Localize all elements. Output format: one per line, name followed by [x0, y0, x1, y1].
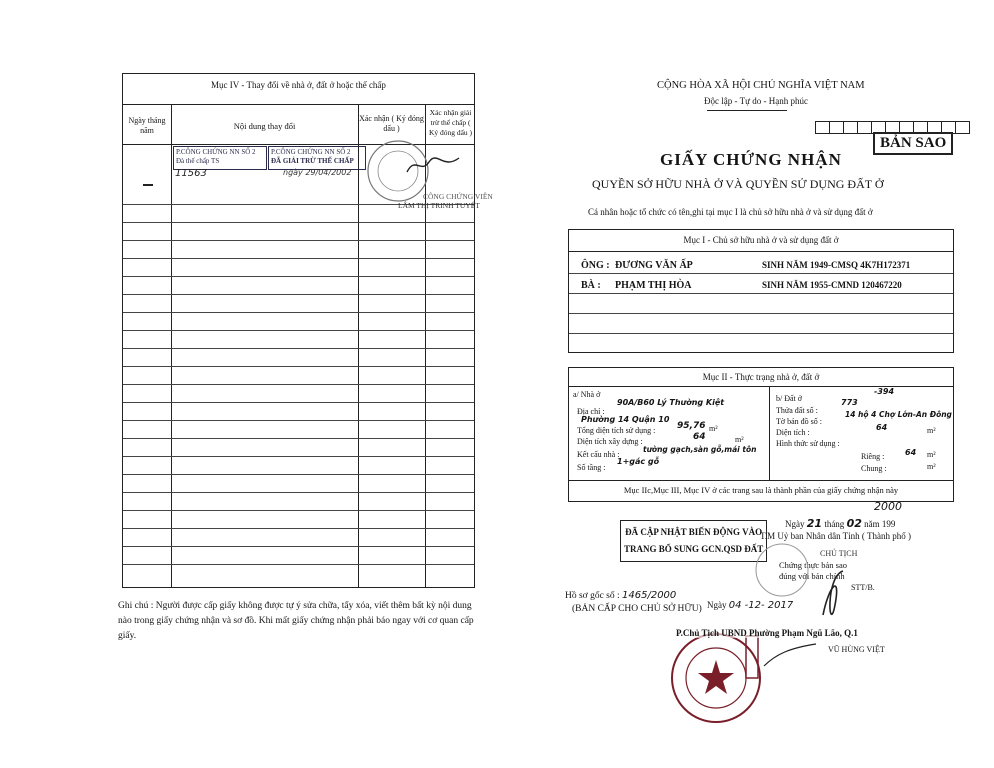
national-title: CỘNG HÒA XÃ HỘI CHỦ NGHĨA VIỆT NAM: [657, 80, 865, 91]
mortgage-number: 11563: [175, 168, 207, 179]
table-rule: [123, 384, 474, 385]
certified-line1: Chứng thực bản sao: [779, 560, 847, 570]
shared-label: Chung :: [861, 464, 887, 473]
record-label: Hồ sơ gốc số :: [565, 591, 620, 601]
map-label: Tờ bản đồ số :: [776, 417, 823, 426]
signature-3: [760, 640, 820, 670]
private-value: 64: [905, 448, 917, 457]
table-rule: [123, 492, 474, 493]
owner2-info: SINH NĂM 1955-CMND 120467220: [762, 280, 902, 290]
section-rule: [569, 480, 953, 481]
table-rule: [123, 402, 474, 403]
copy-date-label: Ngày: [707, 600, 727, 610]
build-area-label: Diện tích xây dựng :: [577, 437, 643, 446]
owner1-info: SINH NĂM 1949-CMSQ 4K7H172371: [762, 260, 911, 270]
address-label: Địa chỉ :: [577, 407, 605, 416]
release-date: ngày 29/04/2002: [283, 168, 352, 177]
build-area-value: 64: [693, 432, 706, 442]
change-history-table: [122, 73, 493, 588]
table-rule: [123, 438, 474, 439]
area-label: Diện tích :: [776, 428, 810, 437]
table-rule: [123, 420, 474, 421]
signer-name: VŨ HÙNG VIỆT: [828, 645, 885, 654]
table-rule: [123, 510, 474, 511]
record-value: 1465/2000: [622, 590, 677, 601]
table-rule: [123, 330, 474, 331]
section-rule: [569, 313, 953, 314]
table-rule: [123, 528, 474, 529]
owner2-prefix: BÀ :: [581, 280, 601, 291]
record-line: [565, 590, 676, 601]
table-rule: [123, 276, 474, 277]
build-area-unit: m²: [735, 435, 744, 444]
table-rule: [123, 546, 474, 547]
stamp-line: Đà thế chấp TS: [176, 157, 220, 165]
year-handwritten: 2000: [874, 500, 902, 513]
date-month: 02: [846, 517, 862, 530]
plot-label: Thửa đất số :: [776, 406, 818, 415]
section-rule: [569, 386, 953, 387]
intro-text: Cá nhân hoặc tổ chức có tên,ghi tại mục I là chủ sở hữu nhà ở và sử dụng đất ở: [588, 207, 873, 217]
column-divider: [769, 386, 770, 480]
plot-value: 773: [841, 398, 858, 407]
section-i-title: Mục I - Chủ sở hữu nhà ở và sử dụng đất ở: [683, 235, 839, 245]
stamp-line: P.CÔNG CHỨNG NN SỐ 2: [176, 148, 256, 156]
certificate-title: GIẤY CHỨNG NHẬN: [660, 150, 842, 169]
date-prefix: Ngày: [785, 519, 805, 529]
copy-for-owner: (BẢN CẤP CHO CHỦ SỞ HỮU): [572, 604, 702, 614]
private-unit: m²: [927, 450, 936, 459]
section-footer-note: Mục IIc,Mục III, Mục IV ở các trang sau là thành phần của giấy chứng nhận này: [623, 485, 899, 495]
stb-code: STT/B.: [851, 583, 875, 592]
signature-1: [403, 152, 463, 180]
owner2-name: PHẠM THỊ HÒA: [615, 280, 692, 291]
section-rule: [569, 293, 953, 294]
table-rule: [123, 348, 474, 349]
stamp-line: P.CÔNG CHỨNG NN SỐ 2: [271, 148, 351, 156]
signature-title: P.Chủ Tịch UBND Phường Phạm Ngũ Lão, Q.1: [676, 628, 858, 638]
notary-stamp-release: [268, 146, 366, 170]
issue-date: [785, 517, 895, 530]
section-iv-title: Mục IV - Thay đổi về nhà ở, đất ở hoặc thế chấp: [211, 80, 386, 90]
seal-name: LÂM THỊ TRINH TUYẾT: [398, 201, 480, 210]
table-rule: [123, 104, 474, 105]
table-rule: [123, 240, 474, 241]
owner1-name: ĐƯƠNG VĂN ẤP: [615, 260, 693, 271]
update-stamp-line: TRANG BỔ SUNG GCN.QSD ĐẤT: [624, 544, 764, 554]
table-rule: [123, 474, 474, 475]
header-confirm: Xác nhận ( Ký đóng dấu ): [359, 114, 424, 133]
dash-mark: [143, 184, 153, 186]
section-ii-title: Mục II - Thực trạng nhà ở, đất ở: [702, 372, 820, 382]
seal-caption: CÔNG CHỨNG VIÊN: [423, 192, 493, 201]
use-label: Hình thức sử dụng :: [776, 439, 840, 448]
section-rule: [569, 251, 953, 252]
table-rule: [123, 564, 474, 565]
date-month-label: tháng: [824, 519, 845, 529]
header-date: Ngày tháng năm: [128, 116, 166, 135]
header-content: Nội dung thay đổi: [233, 121, 296, 131]
area-unit: m²: [927, 426, 936, 435]
signature-2: [815, 565, 847, 621]
land-top: -394: [874, 387, 895, 396]
structure-value: tường gạch,sàn gỗ,mái tôn: [643, 445, 757, 454]
section-i-box: [568, 229, 954, 353]
section-rule: [569, 273, 953, 274]
column-divider: [171, 104, 172, 587]
floors-label: Số tầng :: [577, 463, 606, 472]
table-rule: [123, 312, 474, 313]
red-official-seal: [668, 630, 764, 726]
column-divider: [358, 104, 359, 587]
notary-stamp-mortgage: [173, 146, 267, 170]
address-value: Phường 14 Quận 10: [581, 415, 670, 424]
map-value: 14 hộ 4 Chợ Lớn-An Đông: [845, 410, 952, 419]
private-label: Riêng :: [861, 452, 885, 461]
house-number: 90A/B60 Lý Thường Kiệt: [617, 398, 725, 407]
header-release: Xác nhận giải trừ thế chấp ( Ký đóng dấu ): [428, 108, 473, 137]
section-ii-box: [568, 367, 954, 502]
national-motto: Độc lập - Tự do - Hạnh phúc: [704, 96, 808, 106]
area-value: 64: [876, 423, 888, 432]
land-label: b/ Đất ở: [776, 394, 803, 403]
floors-value: 1+gác gỗ: [617, 457, 660, 466]
section-rule: [569, 333, 953, 334]
total-area-unit: m²: [709, 424, 718, 433]
authority-line: T.M Uỷ ban Nhân dân Tỉnh ( Thành phố ): [760, 531, 911, 541]
shared-unit: m²: [927, 462, 936, 471]
left-note: Ghi chú : Người được cấp giấy không được tự ý sửa chữa, tẩy xóa, viết thêm bất kỳ nội dung nào trong giấy chứng nhận và sơ đồ. Khi mất giấy chứng nhận phải báo ngay với cơ quan cấp giấy.: [118, 601, 474, 641]
certificate-subtitle: QUYỀN SỞ HỮU NHÀ Ở VÀ QUYỀN SỬ DỤNG ĐẤT Ở: [592, 177, 884, 191]
house-label: a/ Nhà ở: [573, 390, 601, 399]
copy-date-value: 04 -12- 2017: [728, 600, 794, 611]
official-seal: [742, 540, 822, 600]
owner1-prefix: ÔNG :: [581, 260, 610, 271]
certified-line2: đúng với bản chính: [779, 571, 845, 581]
copy-stamp: BẢN SAO: [873, 132, 953, 155]
date-year-label: năm 199: [864, 519, 896, 529]
stamp-line: ĐÃ GIẢI TRỪ THẾ CHẤP: [271, 157, 354, 165]
table-rule: [123, 294, 474, 295]
table-rule: [123, 222, 474, 223]
total-area-value: 95,76: [677, 421, 706, 431]
update-stamp-line: ĐÃ CẬP NHẬT BIẾN ĐỘNG VÀO: [625, 527, 763, 537]
copy-date: [707, 600, 793, 611]
motto-underline: [707, 110, 787, 111]
table-rule: [123, 258, 474, 259]
structure-label: Kết cấu nhà :: [577, 450, 620, 459]
table-rule: [123, 366, 474, 367]
authority-title: CHỦ TỊCH: [820, 549, 858, 558]
table-rule: [123, 456, 474, 457]
date-day: 21: [806, 517, 823, 530]
total-area-label: Tổng diện tích sử dụng :: [577, 426, 656, 435]
